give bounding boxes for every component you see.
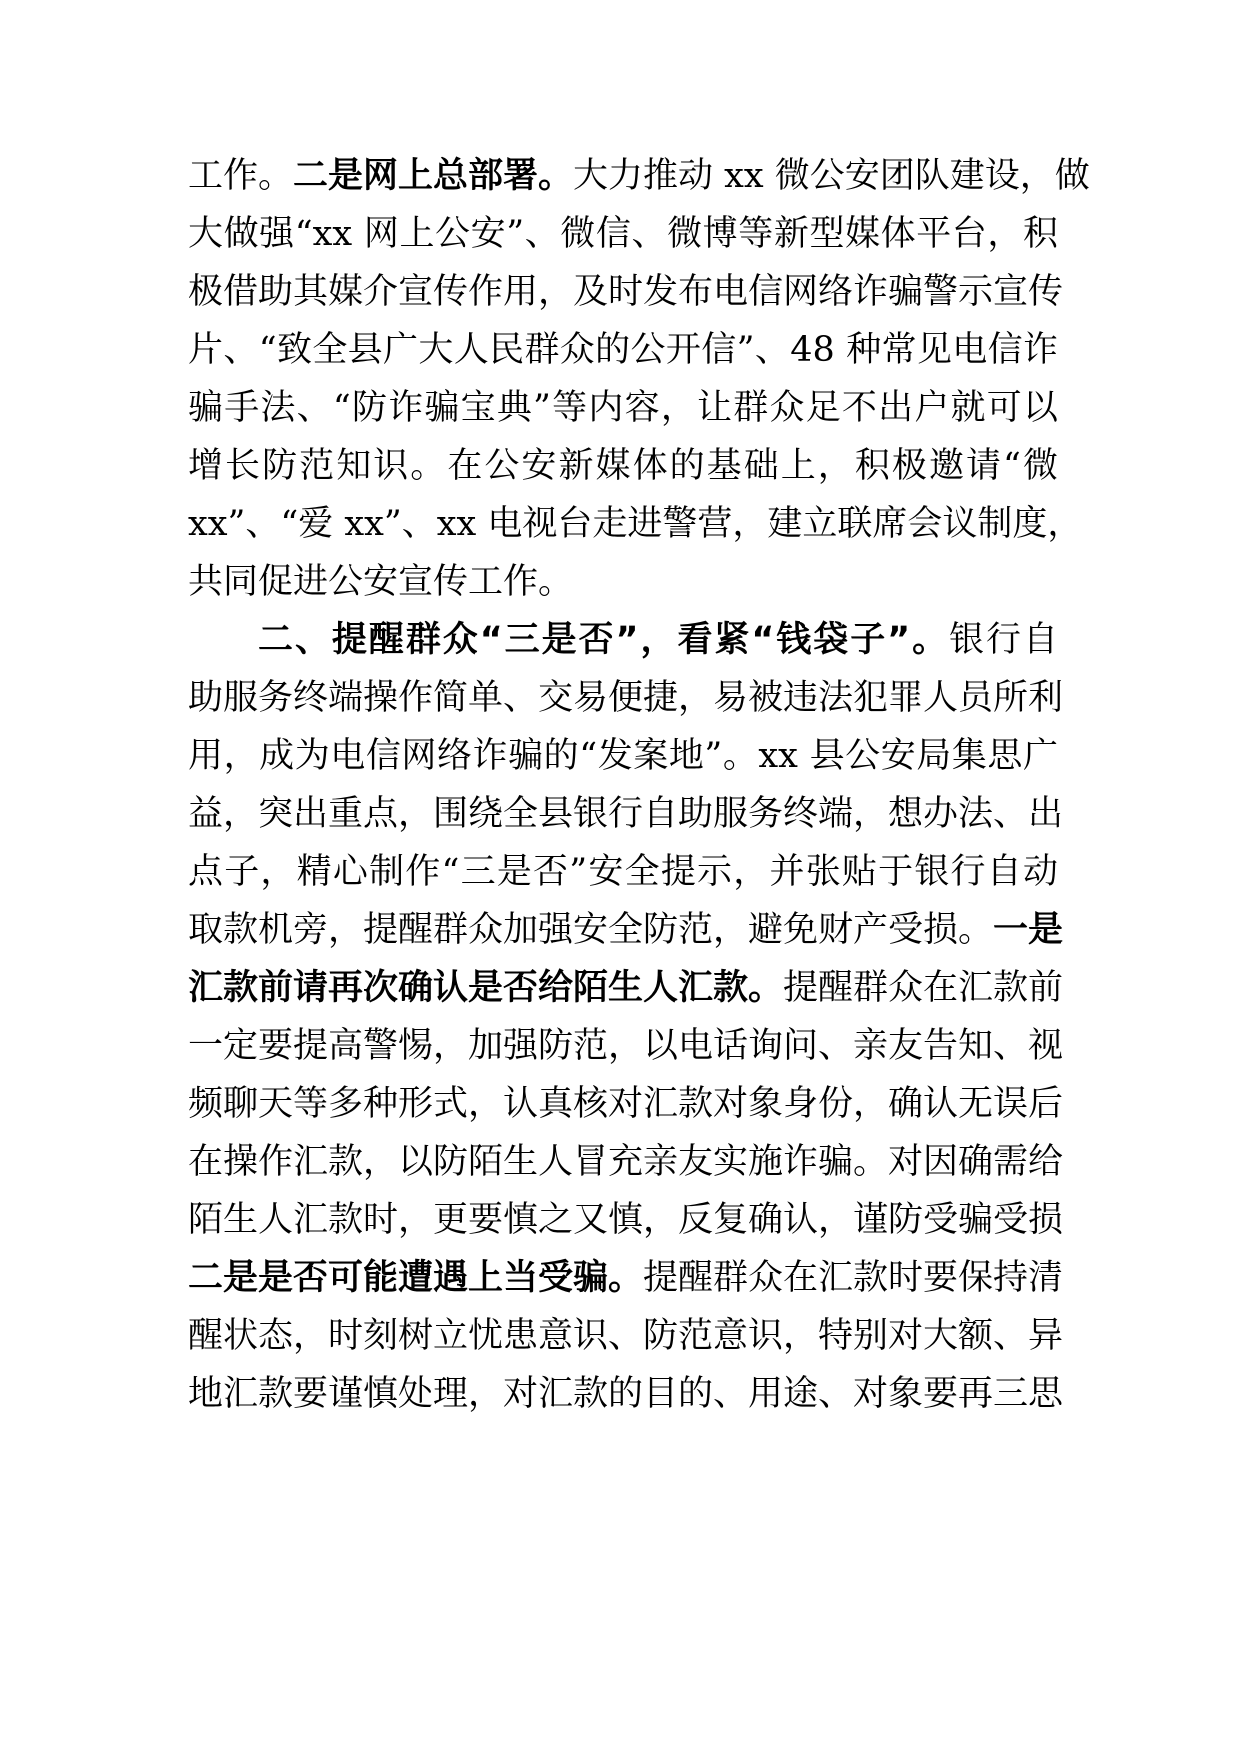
text-run: 骗手法、“防诈骗宝典”等内容，让群众足不出户就可以 — [188, 388, 1058, 428]
text-run: 地汇款要谨慎处理，对汇款的目的、用途、对象要再三思 — [188, 1374, 1064, 1414]
text-line-12 — [188, 782, 1064, 846]
text-line-16 — [188, 1014, 1064, 1078]
text-line-14 — [188, 898, 1064, 962]
bold-heading-run: 二是网上总部署。 — [293, 156, 574, 196]
text-run: 在操作汇款，以防陌生人冒充亲友实施诈骗。对因确需给 — [188, 1142, 1064, 1182]
text-run: 片、“致全县广大人民群众的公开信”、48 种常见电信诈 — [188, 330, 1058, 370]
text-line-6 — [188, 434, 1058, 498]
text-line-20 — [188, 1246, 1064, 1310]
text-run: 增长防范知识。在公安新媒体的基础上，积极邀请“微 — [188, 446, 1058, 486]
text-line-18 — [188, 1130, 1064, 1194]
text-line-11 — [188, 724, 1058, 788]
text-run: 益，突出重点，围绕全县银行自助服务终端，想办法、出 — [188, 794, 1064, 834]
section-heading-line — [258, 608, 1058, 672]
text-run: 工作。 — [188, 156, 294, 196]
text-run: 大力推动 xx 微公安团队建设，做 — [573, 156, 1090, 196]
text-line-13 — [188, 840, 1058, 904]
text-line-3 — [188, 260, 1064, 324]
text-line-19 — [188, 1188, 1064, 1252]
text-line-15 — [188, 956, 1064, 1020]
text-run: 频聊天等多种形式，认真核对汇款对象身份，确认无误后 — [188, 1084, 1064, 1124]
text-line-8 — [188, 550, 1058, 614]
text-run: xx”、“爱 xx”、xx 电视台走进警营，建立联席会议制度， — [188, 504, 1083, 544]
text-run: 极借助其媒介宣传作用，及时发布电信网络诈骗警示宣传 — [188, 272, 1064, 312]
text-run: 用，成为电信网络诈骗的“发案地”。xx 县公安局集思广 — [188, 736, 1058, 776]
bold-heading-run: 汇款前请再次确认是否给陌生人汇款。 — [188, 968, 784, 1008]
text-run: 点子，精心制作“三是否”安全提示，并张贴于银行自动 — [188, 852, 1058, 892]
text-run: 大做强“xx 网上公安”、微信、微博等新型媒体平台，积 — [188, 214, 1058, 254]
bold-heading-run: 一是 — [993, 910, 1064, 950]
text-line-22 — [188, 1362, 1064, 1426]
bold-heading-run: 二是是否可能遭遇上当受骗。 — [188, 1258, 644, 1298]
section-heading: 二、提醒群众“三是否”，看紧“钱袋子”。 — [258, 620, 950, 660]
text-run: 一定要提高警惕，加强防范，以电话询问、亲友告知、视 — [188, 1026, 1064, 1066]
text-run: 陌生人汇款时，更要慎之又慎，反复确认，谨防受骗受损 — [188, 1200, 1064, 1240]
text-line-5 — [188, 376, 1058, 440]
text-line-2 — [188, 202, 1058, 266]
text-line-17 — [188, 1072, 1064, 1136]
text-line-10 — [188, 666, 1064, 730]
text-run: 共同促进公安宣传工作。 — [188, 562, 574, 602]
text-line-21 — [188, 1304, 1064, 1368]
text-line-4 — [188, 318, 1058, 382]
text-run: 提醒群众在汇款时要保持清 — [643, 1258, 1064, 1298]
text-line-7 — [188, 492, 1083, 556]
text-run: 醒状态，时刻树立忧患意识、防范意识，特别对大额、异 — [188, 1316, 1064, 1356]
text-run: 提醒群众在汇款前 — [783, 968, 1064, 1008]
text-run: 取款机旁，提醒群众加强安全防范，避免财产受损。 — [188, 910, 994, 950]
text-run: 助服务终端操作简单、交易便捷，易被违法犯罪人员所利 — [188, 678, 1064, 718]
text-line-1 — [188, 144, 1090, 208]
text-run: 银行自 — [949, 620, 1058, 660]
